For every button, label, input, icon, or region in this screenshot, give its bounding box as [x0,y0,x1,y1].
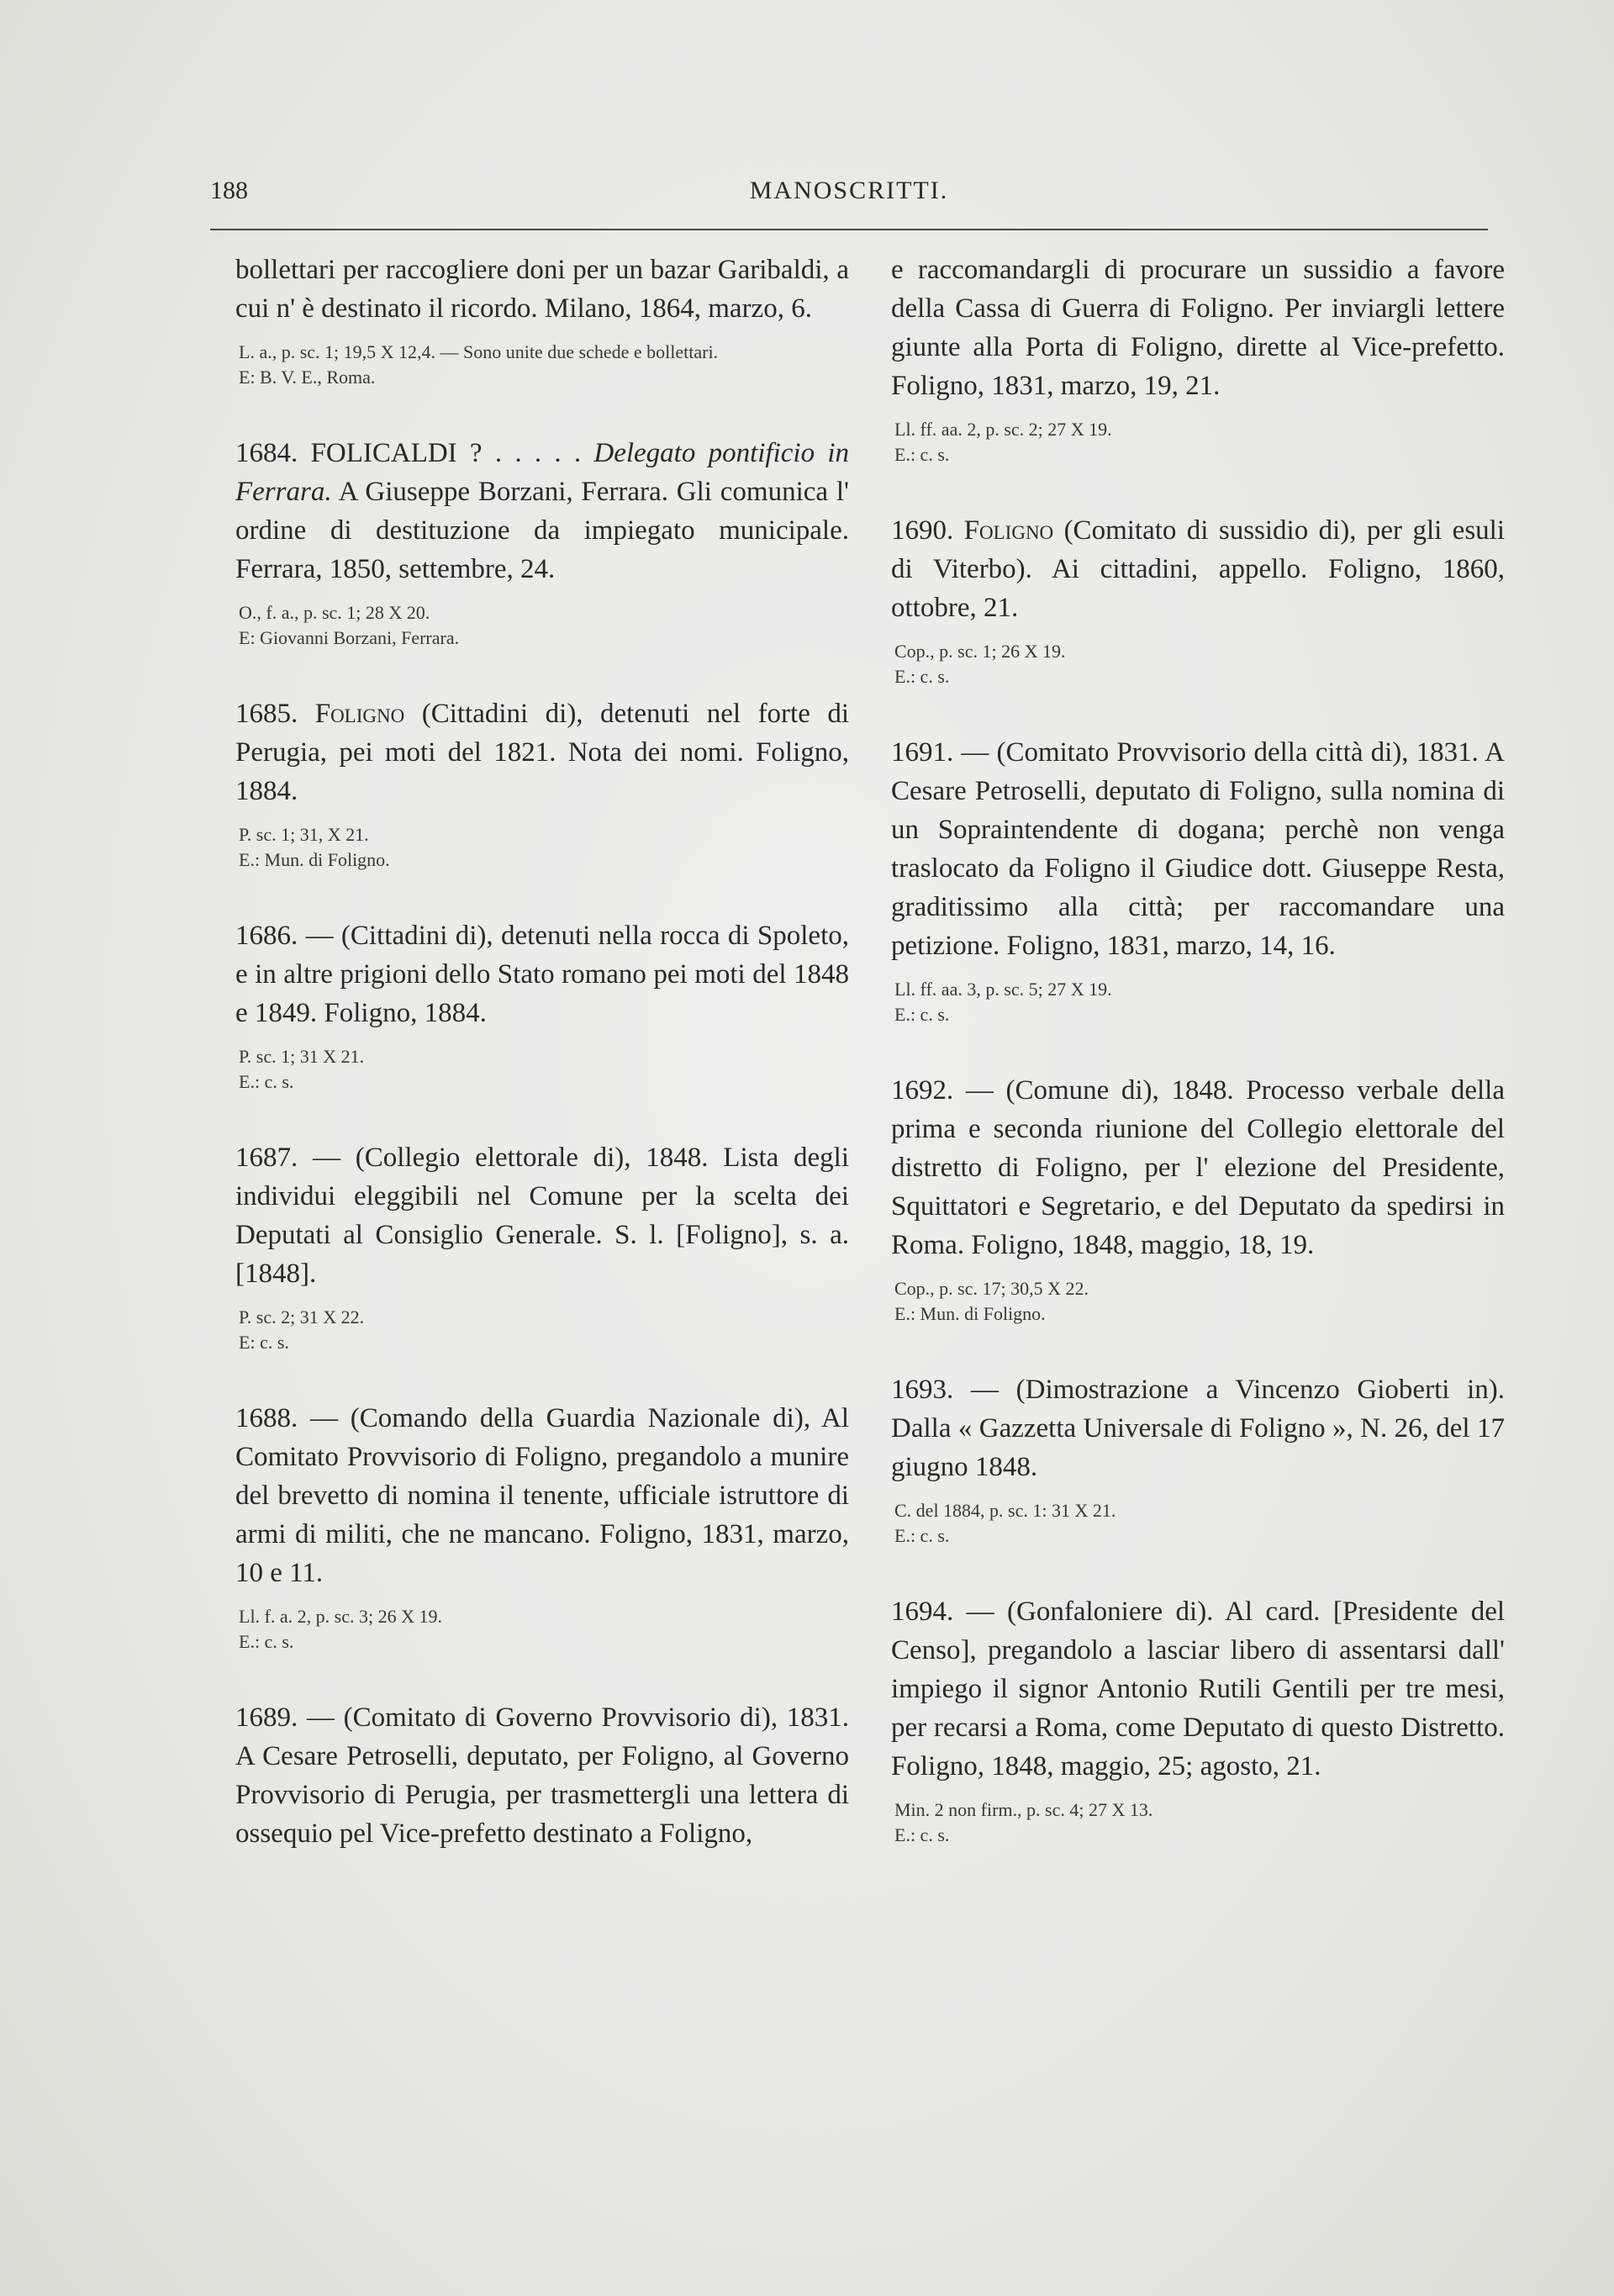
note-line: E.: c. s. [239,1631,294,1652]
note-line: Ll. f. a. 2, p. sc. 3; 26 X 19. [239,1606,442,1627]
entry-notes [235,822,849,873]
note-line: E.: c. s. [239,1071,294,1092]
note-line: Cop., p. sc. 1; 26 X 19. [894,641,1066,662]
entry-text [891,1370,1505,1486]
entry-heading: Delegato pontificio in Ferrara. [235,438,849,507]
note-line: E.: c. s. [894,666,950,687]
note-line: E.: Mun. di Foligno. [894,1303,1046,1324]
note-line: E.: Mun. di Foligno. [239,849,390,870]
catalog-entry [235,434,849,651]
note-line: Ll. ff. aa. 3, p. sc. 5; 27 X 19. [894,979,1112,1000]
entry-notes [891,417,1505,467]
entry-description: — (Cittadini di), detenuti nella rocca di Spoleto, e in altre prigioni dello Stato romano pei moti del 1848 e 1849. Foligno, 1884. [235,921,849,1028]
entry-lead: FOLICALDI ? . . . . . [310,438,594,468]
entry-notes [235,600,849,651]
entry-description: — (Comando della Guardia Nazionale di), Al Comitato Provvisorio di Foligno, pregandolo a munire del brevetto di nomina il tenente, ufficiale istruttore di armi di militi, che ne mancano. Foligno, 1831, marzo, 10 e 11. [235,1403,850,1588]
entry-notes [235,1305,849,1355]
entry-text [235,1399,849,1592]
entry-number: 1686. [235,921,306,951]
entry-description: — (Comitato di Governo Provvisorio di), 1831. A Cesare Petroselli, deputato, per Foligno, al Governo Provvisorio di Perugia, per trasmettergli una lettera di ossequio pel Vice-prefetto destinato a Foligno, [235,1702,849,1849]
catalog-entry [235,251,849,390]
running-head: MANOSCRITTI. [749,177,949,204]
note-line: E: B. V. E., Roma. [239,367,376,388]
catalog-entry [235,1698,849,1853]
entry-description: bollettari per raccogliere doni per un bazar Garibaldi, a cui n' è destinato il ricordo. Milano, 1864, marzo, 6. [235,255,849,324]
note-line: P. sc. 1; 31, X 21. [239,824,369,845]
catalog-entry [891,1071,1505,1327]
entry-notes [891,1498,1505,1549]
entry-number: 1685. [235,699,315,729]
note-line: E.: c. s. [894,1824,950,1845]
entry-lead: Foligno [314,699,405,729]
catalog-entry [891,251,1505,467]
entry-description: (Cittadini di), detenuti nel forte di Perugia, pei moti del 1821. Nota dei nomi. Foligno, 1884. [235,699,849,806]
catalog-entry [235,916,849,1095]
entry-description: A Giuseppe Borzani, Ferrara. Gli comunica l' ordine di destituzione da impiegato municipale. Ferrara, 1850, settembre, 24. [235,477,849,584]
entry-notes [235,1044,849,1095]
catalog-entry [891,511,1505,689]
catalog-entry [235,1399,849,1655]
entry-text [235,1698,849,1853]
entry-text [891,1071,1505,1264]
entry-text [891,733,1505,965]
entry-notes [891,639,1505,689]
entry-description: — (Dimostrazione a Vincenzo Gioberti in). Dalla « Gazzetta Universale di Foligno », N. 26, del 17 giugno 1848. [891,1375,1505,1482]
entry-text [891,1592,1505,1786]
entry-description: — (Comitato Provvisorio della città di), 1831. A Cesare Petroselli, deputato di Foligno, sulla nomina di un Sopraintendente di dogana; perchè non venga traslocato da Foligno il Giudice dott. Giuseppe Resta, graditissimo alla città; per raccomandare una petizione. Foligno, 1831, marzo, 14, 16. [891,737,1506,961]
catalog-entry [235,694,849,873]
note-line: P. sc. 2; 31 X 22. [239,1306,365,1327]
entry-text [235,434,849,589]
left-column [235,251,849,1897]
entry-text [235,251,849,328]
entry-text [235,1138,849,1293]
entry-number: 1687. [235,1143,313,1173]
note-line: E.: c. s. [894,444,950,465]
entry-number: 1689. [235,1702,307,1733]
entry-description: — (Comune di), 1848. Processo verbale della prima e seconda riunione del Collegio elettorale del distretto di Foligno, per l' elezione del Presidente, Squittatori e Segretario, e del Deputato da spedirsi in Roma. Foligno, 1848, maggio, 18, 19. [891,1075,1505,1260]
entry-description: (Comitato di sussidio di), per gli esuli di Viterbo). Ai cittadini, appello. Foligno, 1860, ottobre, 21. [891,515,1506,623]
entry-number: 1692. [891,1075,966,1106]
entry-text [235,916,849,1032]
entry-description: — (Collegio elettorale di), 1848. Lista degli individui eleggibili nel Comune per la scelta dei Deputati al Consiglio Generale. S. l. [Foligno], s. a. [1848]. [235,1143,850,1289]
entry-text [891,511,1505,627]
entry-notes [235,340,849,390]
catalog-entry [891,1592,1505,1848]
entry-notes [891,1276,1505,1327]
entry-text [235,694,849,810]
entry-number: 1690. [891,515,964,546]
entry-description: e raccomandargli di procurare un sussidio a favore della Cassa di Guerra di Foligno. Per inviargli lettere giunte alla Porta di Foligno, dirette al Vice-prefetto. Foligno, 1831, marzo, 19, 21. [891,255,1505,401]
header-rule [210,229,1488,230]
note-line: Cop., p. sc. 17; 30,5 X 22. [894,1278,1089,1299]
catalog-entry [235,1138,849,1355]
note-line: Min. 2 non firm., p. sc. 4; 27 X 13. [894,1799,1153,1820]
page-header [210,177,1488,219]
catalog-entry [891,733,1505,1027]
note-line: C. del 1884, p. sc. 1: 31 X 21. [894,1500,1116,1521]
note-line: P. sc. 1; 31 X 21. [239,1046,365,1067]
note-line: E: Giovanni Borzani, Ferrara. [239,627,460,648]
entry-notes [891,977,1505,1027]
note-line: Ll. ff. aa. 2, p. sc. 2; 27 X 19. [894,419,1112,440]
note-line: E.: c. s. [894,1525,950,1546]
entry-number: 1693. [891,1375,971,1405]
note-line: O., f. a., p. sc. 1; 28 X 20. [239,602,430,623]
entry-number: 1684. [235,438,311,468]
entry-number: 1691. [891,737,962,768]
entry-number: 1688. [235,1403,310,1433]
entry-description: — (Gonfaloniere di). Al card. [Presidente del Censo], pregandolo a lasciar libero di assentarsi dall' impiego il signor Antonio Rutili Gentili per tre mesi, per recarsi a Roma, come Deputato di questo Distretto. Foligno, 1848, maggio, 25; agosto, 21. [891,1597,1506,1781]
entry-notes [891,1797,1505,1848]
note-line: L. a., p. sc. 1; 19,5 X 12,4. — Sono unite due schede e bollettari. [239,341,719,362]
note-line: E: c. s. [239,1332,289,1353]
catalog-entry [891,1370,1505,1549]
entry-lead: Foligno [963,515,1054,546]
page-number: 188 [210,177,248,204]
entry-number: 1694. [891,1597,967,1627]
note-line: E.: c. s. [894,1004,950,1025]
right-column [891,251,1505,1892]
entry-notes [235,1604,849,1655]
entry-text [891,251,1505,405]
